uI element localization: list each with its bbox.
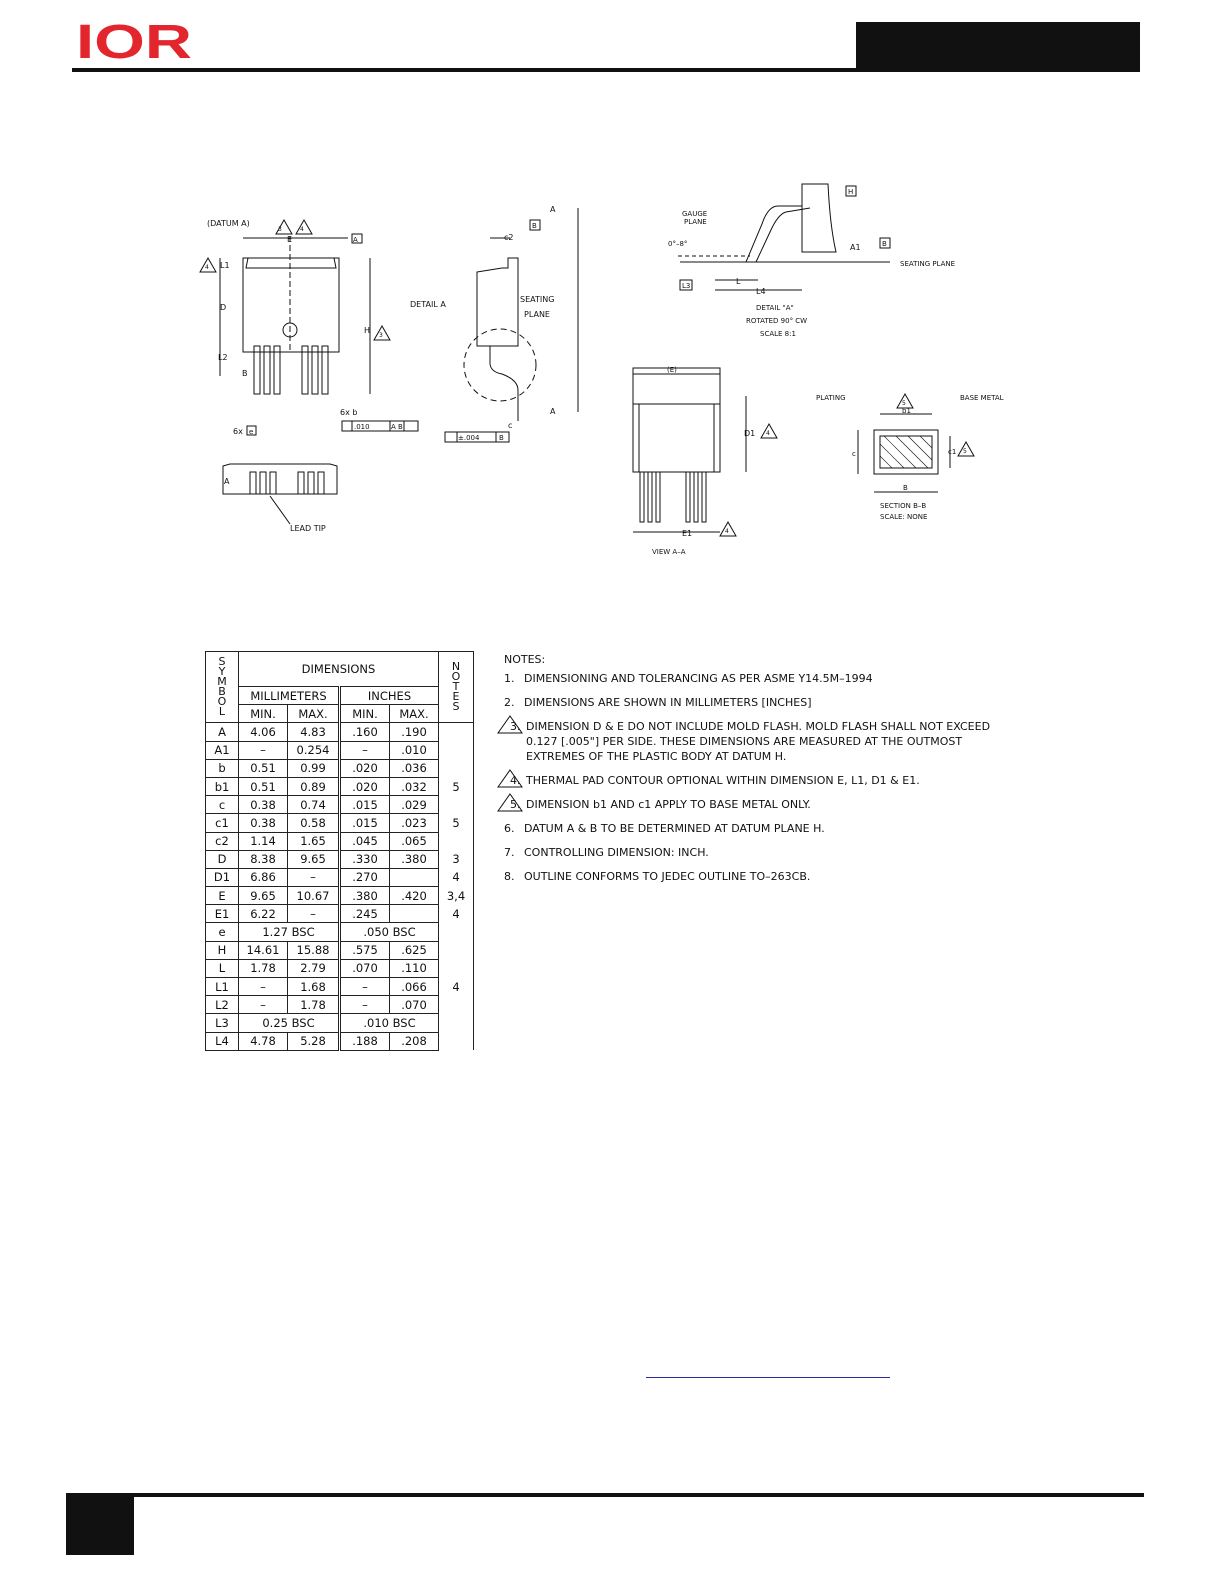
table-cell-sym: H bbox=[206, 941, 239, 959]
svg-text:SECTION B–B: SECTION B–B bbox=[880, 502, 927, 510]
table-cell-mm-bsc: 1.27 BSC bbox=[239, 923, 340, 941]
svg-text:H: H bbox=[364, 326, 371, 335]
table-cell-mm-max: 1.65 bbox=[288, 832, 340, 850]
svg-text:.010: .010 bbox=[354, 423, 370, 431]
table-cell-mm-min: 8.38 bbox=[239, 850, 288, 868]
table-cell-sym: D bbox=[206, 850, 239, 868]
table-cell-in-min: .015 bbox=[340, 796, 390, 814]
table-cell-in-max: .625 bbox=[390, 941, 439, 959]
svg-text:DETAIL A: DETAIL A bbox=[410, 300, 446, 309]
table-row bbox=[206, 796, 474, 814]
table-cell-mm-min: 0.51 bbox=[239, 777, 288, 795]
table-cell-sym: A bbox=[206, 723, 239, 741]
header-letter: B bbox=[218, 685, 226, 699]
table-cell-mm-max: – bbox=[288, 905, 340, 923]
svg-text:(E): (E) bbox=[667, 366, 677, 374]
svg-text:6x: 6x bbox=[233, 427, 243, 436]
table-cell-in-max: .010 bbox=[390, 741, 439, 759]
symbol-header bbox=[206, 652, 239, 723]
table-cell-mm-min: 0.38 bbox=[239, 814, 288, 832]
table-cell-mm-max: 4.83 bbox=[288, 723, 340, 741]
svg-text:PLANE: PLANE bbox=[524, 310, 550, 319]
header-letter: S bbox=[452, 700, 460, 714]
table-cell-sym: b1 bbox=[206, 777, 239, 795]
table-cell-in-min: .020 bbox=[340, 777, 390, 795]
table-row bbox=[206, 941, 474, 959]
svg-text:D: D bbox=[220, 303, 227, 312]
table-cell-mm-min: 0.51 bbox=[239, 759, 288, 777]
header-letter: E bbox=[452, 690, 460, 704]
millimeters-header: MILLIMETERS bbox=[239, 687, 340, 705]
table-row bbox=[206, 1032, 474, 1050]
svg-text:E1: E1 bbox=[682, 529, 693, 538]
table-cell-in-min: – bbox=[340, 741, 390, 759]
note-number: 5. bbox=[510, 798, 521, 811]
table-cell-sym: L2 bbox=[206, 996, 239, 1014]
table-cell-sym: L4 bbox=[206, 1032, 239, 1050]
table-cell-mm-min: 0.38 bbox=[239, 796, 288, 814]
svg-text:3: 3 bbox=[278, 226, 282, 233]
dimensions-table bbox=[205, 651, 474, 1051]
svg-text:BASE METAL: BASE METAL bbox=[960, 394, 1004, 402]
svg-text:3: 3 bbox=[379, 332, 383, 339]
footer-page-box bbox=[66, 1495, 134, 1555]
table-cell-mm-min: – bbox=[239, 996, 288, 1014]
svg-text:B: B bbox=[242, 369, 248, 378]
note-number: 7. bbox=[504, 846, 515, 859]
table-cell-in-max: .190 bbox=[390, 723, 439, 741]
note-text: DIMENSIONS ARE SHOWN IN MILLIMETERS [INCHES] bbox=[524, 696, 812, 709]
svg-text:PLATING: PLATING bbox=[816, 394, 846, 402]
table-row bbox=[206, 832, 474, 850]
table-cell-mm-min: 1.14 bbox=[239, 832, 288, 850]
table-cell-in-min: .045 bbox=[340, 832, 390, 850]
table-cell-in-max: .065 bbox=[390, 832, 439, 850]
note-number: 8. bbox=[504, 870, 515, 883]
table-cell-note bbox=[439, 923, 474, 941]
svg-text:ROTATED 90° CW: ROTATED 90° CW bbox=[746, 317, 808, 325]
note-number: 1. bbox=[504, 672, 515, 685]
table-cell-in-min: .188 bbox=[340, 1032, 390, 1050]
note-text: CONTROLLING DIMENSION: INCH. bbox=[524, 846, 709, 859]
svg-text:A B: A B bbox=[391, 423, 403, 431]
svg-text:0°–8°: 0°–8° bbox=[668, 240, 688, 248]
table-cell-in-max: .070 bbox=[390, 996, 439, 1014]
mm-max-header: MAX. bbox=[288, 705, 340, 723]
note-item bbox=[504, 671, 1024, 686]
table-cell-note bbox=[439, 759, 474, 777]
svg-text:4: 4 bbox=[766, 430, 770, 437]
table-cell-note: 3,4 bbox=[439, 887, 474, 905]
table-cell-in-max: .032 bbox=[390, 777, 439, 795]
table-row bbox=[206, 959, 474, 977]
header-part-number-box bbox=[856, 22, 1140, 72]
table-row bbox=[206, 1014, 474, 1032]
table-cell-note: 4 bbox=[439, 905, 474, 923]
table-row bbox=[206, 777, 474, 795]
svg-text:GAUGE: GAUGE bbox=[682, 210, 708, 218]
note-number: 4. bbox=[510, 774, 521, 787]
table-cell-mm-min: 4.78 bbox=[239, 1032, 288, 1050]
header-letter: T bbox=[452, 680, 460, 694]
in-max-header: MAX. bbox=[390, 705, 439, 723]
svg-text:±.004: ±.004 bbox=[458, 434, 480, 442]
note-text: OUTLINE CONFORMS TO JEDEC OUTLINE TO–263CB. bbox=[524, 870, 811, 883]
header-letter: S bbox=[218, 655, 226, 669]
svg-text:SCALE 8:1: SCALE 8:1 bbox=[760, 330, 796, 338]
table-cell-in-max: .066 bbox=[390, 978, 439, 996]
header-letter: O bbox=[217, 695, 227, 709]
svg-text:A: A bbox=[224, 477, 230, 486]
table-cell-mm-max: – bbox=[288, 868, 340, 886]
ior-logo bbox=[76, 18, 194, 64]
note-text: DIMENSION b1 AND c1 APPLY TO BASE METAL ONLY. bbox=[526, 798, 811, 811]
table-cell-in-max: .029 bbox=[390, 796, 439, 814]
svg-text:4: 4 bbox=[725, 528, 729, 535]
table-row bbox=[206, 723, 474, 741]
svg-text:B: B bbox=[903, 484, 908, 492]
table-cell-sym: E bbox=[206, 887, 239, 905]
table-cell-in-min: .015 bbox=[340, 814, 390, 832]
table-cell-mm-max: 0.58 bbox=[288, 814, 340, 832]
notes-header bbox=[439, 652, 474, 723]
table-cell-mm-min: 6.22 bbox=[239, 905, 288, 923]
svg-text:6x b: 6x b bbox=[340, 408, 358, 417]
table-cell-in-max: .380 bbox=[390, 850, 439, 868]
table-cell-sym: L3 bbox=[206, 1014, 239, 1032]
svg-text:H: H bbox=[848, 188, 854, 196]
note-item bbox=[504, 797, 1024, 812]
table-row bbox=[206, 978, 474, 996]
table-cell-sym: E1 bbox=[206, 905, 239, 923]
inches-header: INCHES bbox=[340, 687, 439, 705]
table-row bbox=[206, 905, 474, 923]
table-cell-note bbox=[439, 1032, 474, 1050]
table-cell-mm-max: 5.28 bbox=[288, 1032, 340, 1050]
notes-section bbox=[504, 652, 1024, 893]
table-cell-in-max: .208 bbox=[390, 1032, 439, 1050]
svg-text:E: E bbox=[287, 235, 293, 244]
table-row bbox=[206, 923, 474, 941]
footer-rule bbox=[66, 1493, 1144, 1497]
in-min-header: MIN. bbox=[340, 705, 390, 723]
dimensions-header: DIMENSIONS bbox=[239, 652, 439, 687]
table-cell-mm-max: 2.79 bbox=[288, 959, 340, 977]
svg-text:DETAIL "A": DETAIL "A" bbox=[756, 304, 794, 312]
label-datum-a: (DATUM A) bbox=[207, 219, 250, 228]
table-cell-in-min: – bbox=[340, 996, 390, 1014]
table-cell-note bbox=[439, 1014, 474, 1032]
note-text: DIMENSIONING AND TOLERANCING AS PER ASME Y14.5M–1994 bbox=[524, 672, 873, 685]
svg-text:LEAD TIP: LEAD TIP bbox=[290, 524, 326, 533]
header-letter: Y bbox=[218, 665, 226, 679]
svg-text:e: e bbox=[249, 428, 254, 436]
svg-text:5: 5 bbox=[902, 400, 906, 407]
table-cell-in-min: .245 bbox=[340, 905, 390, 923]
package-outline-drawing bbox=[190, 176, 1040, 572]
table-cell-sym: c2 bbox=[206, 832, 239, 850]
svg-text:c: c bbox=[508, 421, 513, 430]
table-row bbox=[206, 887, 474, 905]
table-cell-sym: c bbox=[206, 796, 239, 814]
note-number: 6. bbox=[504, 822, 515, 835]
header-letter: M bbox=[217, 675, 227, 689]
table-cell-mm-max: 15.88 bbox=[288, 941, 340, 959]
svg-text:c1: c1 bbox=[948, 448, 957, 456]
table-cell-mm-max: 0.99 bbox=[288, 759, 340, 777]
table-cell-note bbox=[439, 741, 474, 759]
header-letter: N bbox=[451, 660, 461, 674]
note-item bbox=[504, 719, 1024, 764]
table-cell-mm-max: 1.68 bbox=[288, 978, 340, 996]
table-cell-note bbox=[439, 941, 474, 959]
table-cell-in-min: .160 bbox=[340, 723, 390, 741]
note-text: DATUM A & B TO BE DETERMINED AT DATUM PLANE H. bbox=[524, 822, 825, 835]
table-cell-in-bsc: .010 BSC bbox=[340, 1014, 439, 1032]
table-cell-mm-max: 0.74 bbox=[288, 796, 340, 814]
table-row bbox=[206, 741, 474, 759]
header-letter: L bbox=[218, 705, 226, 719]
svg-text:A1: A1 bbox=[850, 243, 861, 252]
svg-text:SEATING: SEATING bbox=[520, 295, 555, 304]
note-item bbox=[504, 869, 1024, 884]
svg-text:B: B bbox=[499, 434, 504, 442]
table-cell-mm-min: 9.65 bbox=[239, 887, 288, 905]
table-cell-mm-max: 10.67 bbox=[288, 887, 340, 905]
table-cell-mm-bsc: 0.25 BSC bbox=[239, 1014, 340, 1032]
mm-min-header: MIN. bbox=[239, 705, 288, 723]
svg-text:A: A bbox=[550, 205, 556, 214]
table-cell-note: 4 bbox=[439, 978, 474, 996]
table-cell-in-min: .020 bbox=[340, 759, 390, 777]
table-cell-mm-min: – bbox=[239, 978, 288, 996]
svg-text:c2: c2 bbox=[504, 233, 514, 242]
table-cell-in-bsc: .050 BSC bbox=[340, 923, 439, 941]
svg-text:VIEW A–A: VIEW A–A bbox=[652, 548, 686, 556]
table-cell-in-max bbox=[390, 905, 439, 923]
logo-text: IOR bbox=[76, 18, 192, 64]
table-cell-in-min: .270 bbox=[340, 868, 390, 886]
svg-text:L2: L2 bbox=[218, 353, 228, 362]
table-cell-mm-max: 0.89 bbox=[288, 777, 340, 795]
table-row bbox=[206, 850, 474, 868]
table-cell-note bbox=[439, 832, 474, 850]
note-number: 2. bbox=[504, 696, 515, 709]
table-cell-in-min: .330 bbox=[340, 850, 390, 868]
header-rule bbox=[72, 68, 1140, 72]
table-cell-sym: e bbox=[206, 923, 239, 941]
table-cell-in-max: .023 bbox=[390, 814, 439, 832]
table-row bbox=[206, 759, 474, 777]
table-cell-mm-min: 4.06 bbox=[239, 723, 288, 741]
table-cell-in-min: .575 bbox=[340, 941, 390, 959]
table-cell-in-max: .110 bbox=[390, 959, 439, 977]
svg-text:A: A bbox=[353, 236, 358, 244]
table-cell-mm-max: 0.254 bbox=[288, 741, 340, 759]
svg-text:L4: L4 bbox=[756, 287, 766, 296]
svg-text:4: 4 bbox=[300, 226, 304, 233]
table-cell-in-min: .380 bbox=[340, 887, 390, 905]
table-cell-sym: D1 bbox=[206, 868, 239, 886]
table-cell-sym: L1 bbox=[206, 978, 239, 996]
svg-text:SEATING PLANE: SEATING PLANE bbox=[900, 260, 956, 268]
note-item bbox=[504, 773, 1024, 788]
table-cell-sym: A1 bbox=[206, 741, 239, 759]
top-view-body bbox=[243, 258, 339, 352]
table-cell-sym: c1 bbox=[206, 814, 239, 832]
svg-text:c: c bbox=[852, 450, 856, 458]
table-cell-in-min: .070 bbox=[340, 959, 390, 977]
table-cell-note bbox=[439, 723, 474, 741]
note-number: 3. bbox=[510, 720, 521, 733]
table-cell-mm-min: 1.78 bbox=[239, 959, 288, 977]
table-cell-note bbox=[439, 996, 474, 1014]
svg-text:D1: D1 bbox=[744, 429, 756, 438]
table-cell-in-max: .420 bbox=[390, 887, 439, 905]
svg-text:A: A bbox=[550, 407, 556, 416]
table-cell-note: 3 bbox=[439, 850, 474, 868]
svg-text:L1: L1 bbox=[220, 261, 230, 270]
note-item bbox=[504, 821, 1024, 836]
table-row bbox=[206, 996, 474, 1014]
table-cell-in-min: – bbox=[340, 978, 390, 996]
table-cell-note: 4 bbox=[439, 868, 474, 886]
table-cell-sym: L bbox=[206, 959, 239, 977]
table-cell-note: 5 bbox=[439, 777, 474, 795]
note-item bbox=[504, 845, 1024, 860]
notes-title: NOTES: bbox=[504, 653, 546, 666]
note-text: THERMAL PAD CONTOUR OPTIONAL WITHIN DIMENSION E, L1, D1 & E1. bbox=[526, 774, 920, 787]
table-cell-in-max bbox=[390, 868, 439, 886]
table-cell-mm-min: – bbox=[239, 741, 288, 759]
table-row bbox=[206, 868, 474, 886]
svg-text:PLANE: PLANE bbox=[684, 218, 707, 226]
svg-text:L: L bbox=[736, 277, 741, 286]
svg-text:L3: L3 bbox=[682, 282, 691, 290]
table-cell-mm-min: 6.86 bbox=[239, 868, 288, 886]
table-cell-in-max: .036 bbox=[390, 759, 439, 777]
table-cell-note: 5 bbox=[439, 814, 474, 832]
table-cell-note bbox=[439, 796, 474, 814]
table-cell-mm-min: 14.61 bbox=[239, 941, 288, 959]
table-cell-mm-max: 9.65 bbox=[288, 850, 340, 868]
table-row bbox=[206, 814, 474, 832]
table-cell-note bbox=[439, 959, 474, 977]
header-letter: O bbox=[451, 670, 461, 684]
link-underline[interactable] bbox=[646, 1377, 890, 1378]
svg-text:B: B bbox=[882, 240, 887, 248]
svg-text:5: 5 bbox=[963, 448, 967, 455]
table-cell-sym: b bbox=[206, 759, 239, 777]
svg-text:b1: b1 bbox=[902, 407, 911, 415]
top-view-leads bbox=[254, 346, 328, 394]
note-text: DIMENSION D & E DO NOT INCLUDE MOLD FLASH. MOLD FLASH SHALL NOT EXCEED 0.127 [.005"] PER SIDE. THESE DIMENSIONS ARE MEASURED AT THE OUTMOST EXTREMES OF THE PLASTIC BODY AT DATUM H. bbox=[526, 720, 991, 763]
note-item bbox=[504, 695, 1024, 710]
svg-text:4: 4 bbox=[205, 264, 209, 271]
svg-text:SCALE: NONE: SCALE: NONE bbox=[880, 513, 928, 521]
table-cell-mm-max: 1.78 bbox=[288, 996, 340, 1014]
svg-text:B: B bbox=[532, 222, 537, 230]
